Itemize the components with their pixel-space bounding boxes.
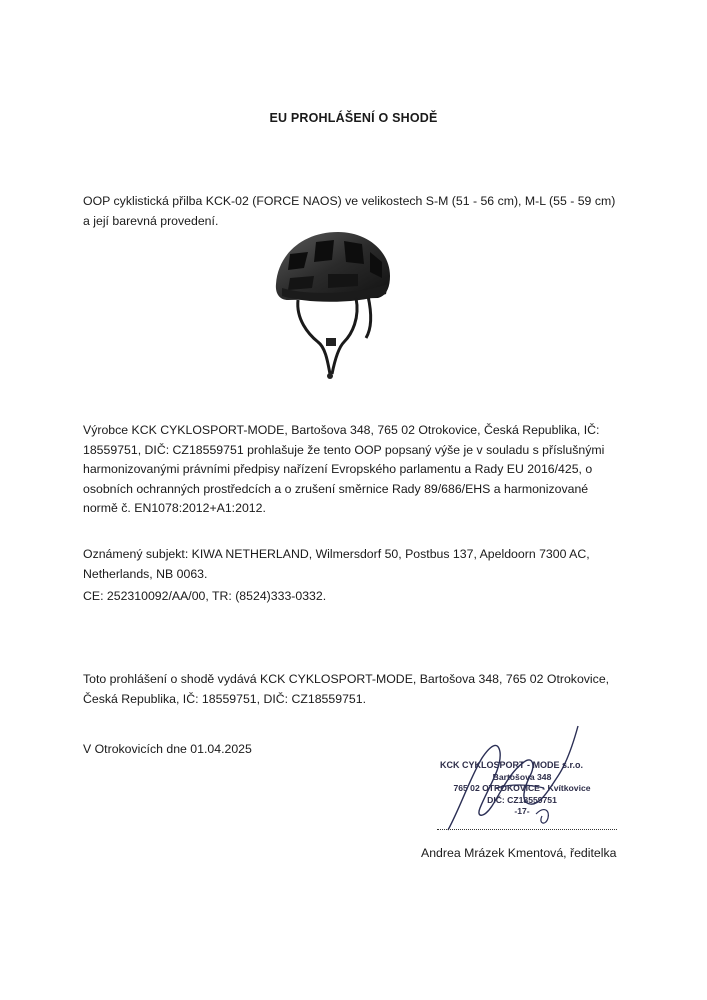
issuer-statement-line: Česká Republika, IČ: 18559751, DIČ: CZ18559751. — [83, 691, 366, 706]
notified-body-line: Oznámený subjekt: KIWA NETHERLAND, Wilmersdorf 50, Postbus 137, Apeldoorn 7300 AC, — [83, 547, 590, 561]
ce-certificate-line: CE: 252310092/AA/00, TR: (8524)333-0332. — [83, 589, 327, 603]
manufacturer-statement-line: 18559751, DIČ: CZ18559751 prohlašuje že tento OOP popsaný výše je v souladu s příslušnými — [83, 442, 605, 457]
manufacturer-statement-line: harmonizovanými právními předpisy nařízení Evropského parlamentu a Rady EU 2016/425, o — [83, 462, 593, 476]
manufacturer-statement-line: Výrobce KCK CYKLOSPORT-MODE, Bartošova 348, 765 02 Otrokovice, Česká Republika, IČ: — [83, 423, 600, 437]
notified-body — [83, 545, 643, 584]
product-description-line: a její barevná provedení. — [83, 213, 219, 228]
stamp-line: 765 02 OTROKOVICE - Kvítkovice — [453, 783, 591, 793]
place-date-line: V Otrokovicích dne 01.04.2025 — [83, 742, 252, 756]
notified-body-line: Netherlands, NB 0063. — [83, 566, 208, 581]
stamp-line: -17- — [514, 806, 530, 816]
signature-line — [437, 829, 617, 830]
stamp-line: KCK CYKLOSPORT - MODE s.r.o. — [440, 760, 584, 770]
stamp-line: Bartošova 348 — [492, 771, 552, 782]
issuer-statement-line: Toto prohlášení o shodě vydává KCK CYKLOSPORT-MODE, Bartošova 348, 765 02 Otrokovice, — [83, 672, 610, 686]
ce-certificate — [83, 587, 643, 607]
handwritten-signature — [440, 718, 590, 838]
product-description-line: OOP cyklistická přilba KCK-02 (FORCE NAOS) ve velikostech S-M (51 - 56 cm), M-L (55 - 59 cm) — [83, 194, 616, 208]
manufacturer-statement-line: normě č. EN1078:2012+A1:2012. — [83, 501, 266, 515]
manufacturer-statement — [83, 421, 643, 519]
helmet-image — [268, 224, 396, 380]
document-title: EU PROHLÁŠENÍ O SHODĚ — [269, 111, 438, 125]
signer-name: Andrea Mrázek Kmentová, ředitelka — [421, 846, 617, 860]
issuer-statement — [83, 670, 643, 709]
manufacturer-statement-line: osobních ochranných prostředcích a o zrušení směrnice Rady 89/686/EHS a harmonizované — [83, 481, 589, 496]
stamp-line: DIČ: CZ18559751 — [487, 794, 557, 805]
